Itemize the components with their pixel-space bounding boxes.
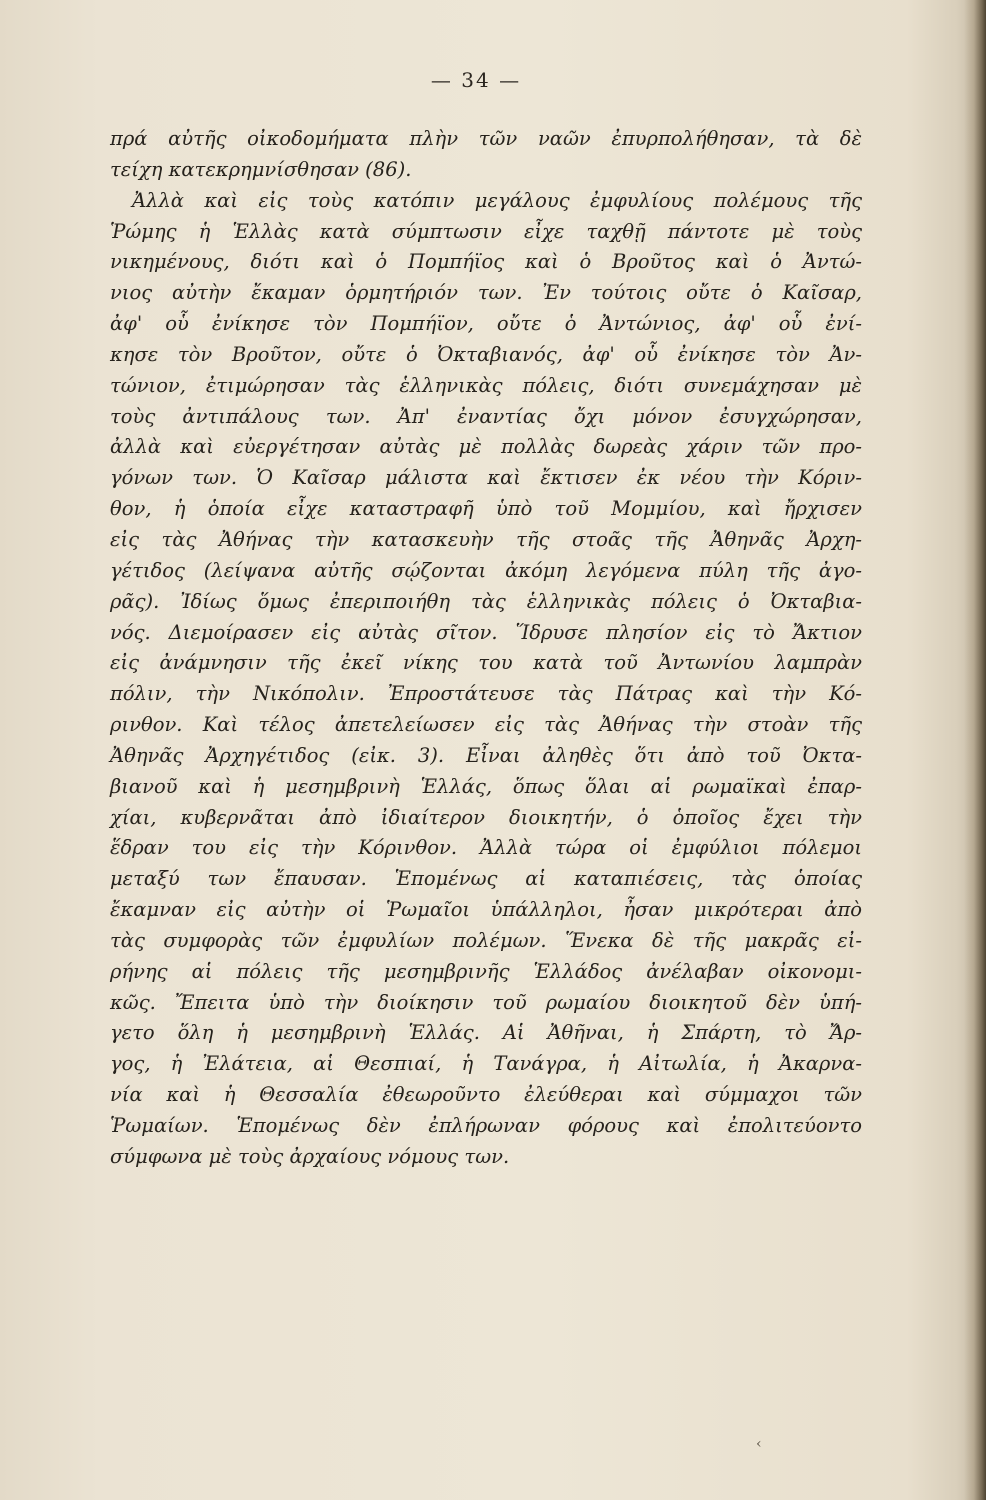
text-line: γόνων των. Ὁ Καῖσαρ μάλιστα καὶ ἔκτισεν ἐκ νέου τὴν Κόριν- xyxy=(110,466,862,490)
text-line: θον, ἡ ὁποία εἶχε καταστραφῆ ὑπὸ τοῦ Μομμίου, καὶ ἤρχισεν xyxy=(110,497,862,521)
text-line: ρινθον. Καὶ τέλος ἀπετελείωσεν εἰς τὰς Ἀθήνας τὴν στοὰν τῆς xyxy=(110,713,862,737)
page-number: — 34 — xyxy=(430,68,522,92)
text-line: εἰς τὰς Ἀθήνας τὴν κατασκευὴν τῆς στοᾶς τῆς Ἀθηνᾶς Ἀρχη- xyxy=(110,527,862,551)
page-body-text xyxy=(110,124,862,1173)
text-line: εἰς ἀνάμνησιν τῆς ἐκεῖ νίκης του κατὰ τοῦ Ἀντωνίου λαμπρὰν xyxy=(110,651,862,675)
text-line: μεταξύ των ἔπαυσαν. Ἑπομένως αἱ καταπιέσεις, τὰς ὁποίας xyxy=(110,867,862,891)
text-line: γέτιδος (λείψανα αὐτῆς σῴζονται ἀκόμη λεγόμενα πύλη τῆς ἀγο- xyxy=(110,558,862,582)
text-line: κῶς. Ἔπειτα ὑπὸ τὴν διοίκησιν τοῦ ρωμαίου διοικητοῦ δὲν ὑπή- xyxy=(110,990,862,1014)
text-line: βιανοῦ καὶ ἡ μεσημβρινὴ Ἑλλάς, ὅπως ὅλαι αἱ ρωμαϊκαὶ ἐπαρ- xyxy=(110,774,862,798)
page-spine-shadow xyxy=(964,0,986,1500)
text-line: ἕδραν του εἰς τὴν Κόρινθον. Ἀλλὰ τώρα οἱ ἐμφύλιοι πόλεμοι xyxy=(110,836,862,860)
text-line: σύμφωνα μὲ τοὺς ἀρχαίους νόμους των. xyxy=(110,1144,510,1168)
text-line: Ῥωμαίων. Ἑπομένως δὲν ἐπλήρωναν φόρους καὶ ἐπολιτεύοντο xyxy=(110,1114,862,1137)
text-line: Ῥώμης ἡ Ἑλλὰς κατὰ σύμπτωσιν εἶχε ταχθῇ πάντοτε μὲ τοὺς xyxy=(110,219,862,243)
text-line: γος, ἡ Ἐλάτεια, αἱ Θεσπιαί, ἡ Τανάγρα, ἡ Αἰτωλία, ἡ Ἀκαρνα- xyxy=(110,1052,862,1076)
text-line: ἔκαμναν εἰς αὐτὴν οἱ Ῥωμαῖοι ὑπάλληλοι, ἦσαν μικρότεραι ἀπὸ xyxy=(110,898,862,922)
text-line: κησε τὸν Βροῦτον, οὔτε ὁ Ὀκταβιανός, ἀφ' οὗ ἐνίκησε τὸν Ἀν- xyxy=(110,342,862,366)
text-line: τὰς συμφορὰς τῶν ἐμφυλίων πολέμων. Ἕνεκα δὲ τῆς μακρᾶς εἰ- xyxy=(110,928,862,952)
text-line: νικημένους, διότι καὶ ὁ Πομπήϊος καὶ ὁ Βροῦτος καὶ ὁ Ἀντώ- xyxy=(110,250,862,274)
text-line: Ἀθηνᾶς Ἀρχηγέτιδος (εἰκ. 3). Εἶναι ἀληθὲς ὅτι ἀπὸ τοῦ Ὀκτα- xyxy=(110,743,862,767)
text-line: ρήνης αἱ πόλεις τῆς μεσημβρινῆς Ἑλλάδος ἀνέλαβαν οἰκονομι- xyxy=(110,959,862,983)
text-line: γετο ὅλη ἡ μεσημβρινὴ Ἑλλάς. Αἱ Ἀθῆναι, ἡ Σπάρτη, τὸ Ἄρ- xyxy=(110,1021,862,1045)
stray-ink-mark: ‹ xyxy=(756,1436,762,1452)
text-line: τοὺς ἀντιπάλους των. Ἀπ' ἐναντίας ὄχι μόνον ἐσυγχώρησαν, xyxy=(110,404,862,428)
text-line: χίαι, κυβερνᾶται ἀπὸ ἰδιαίτερον διοικητήν, ὁ ὁποῖος ἔχει τὴν xyxy=(110,805,862,829)
text-line: νός. Διεμοίρασεν εἰς αὐτὰς σῖτον. Ἵδρυσε πλησίον εἰς τὸ Ἄκτιον xyxy=(110,620,862,644)
text-line: νιος αὐτὴν ἔκαμαν ὁρμητήριόν των. Ἐν τούτοις οὔτε ὁ Καῖσαρ, xyxy=(110,281,862,305)
text-line: πρά αὐτῆς οἰκοδομήματα πλὴν τῶν ναῶν ἐπυρπολήθησαν, τὰ δὲ xyxy=(110,127,862,150)
text-line: ρᾶς). Ἰδίως ὅμως ἐπεριποιήθη τὰς ἑλληνικὰς πόλεις ὁ Ὀκταβια- xyxy=(110,589,862,613)
text-line: τώνιον, ἐτιμώρησαν τὰς ἑλληνικὰς πόλεις, διότι συνεμάχησαν μὲ xyxy=(110,373,862,397)
text-line: ἀλλὰ καὶ εὐεργέτησαν αὐτὰς μὲ πολλὰς δωρεὰς χάριν τῶν προ- xyxy=(110,435,862,459)
text-line: τείχη κατεκρημνίσθησαν (86). xyxy=(110,157,412,181)
text-line: Ἀλλὰ καὶ εἰς τοὺς κατόπιν μεγάλους ἐμφυλίους πολέμους τῆς xyxy=(132,188,862,212)
text-line: πόλιν, τὴν Νικόπολιν. Ἐπροστάτευσε τὰς Πάτρας καὶ τὴν Κό- xyxy=(110,682,862,706)
text-line: νία καὶ ἡ Θεσσαλία ἐθεωροῦντο ἐλεύθεραι καὶ σύμμαχοι τῶν xyxy=(110,1083,862,1107)
text-line: ἀφ' οὗ ἐνίκησε τὸν Πομπήϊον, οὔτε ὁ Ἀντώνιος, ἀφ' οὗ ἐνί- xyxy=(110,312,862,336)
